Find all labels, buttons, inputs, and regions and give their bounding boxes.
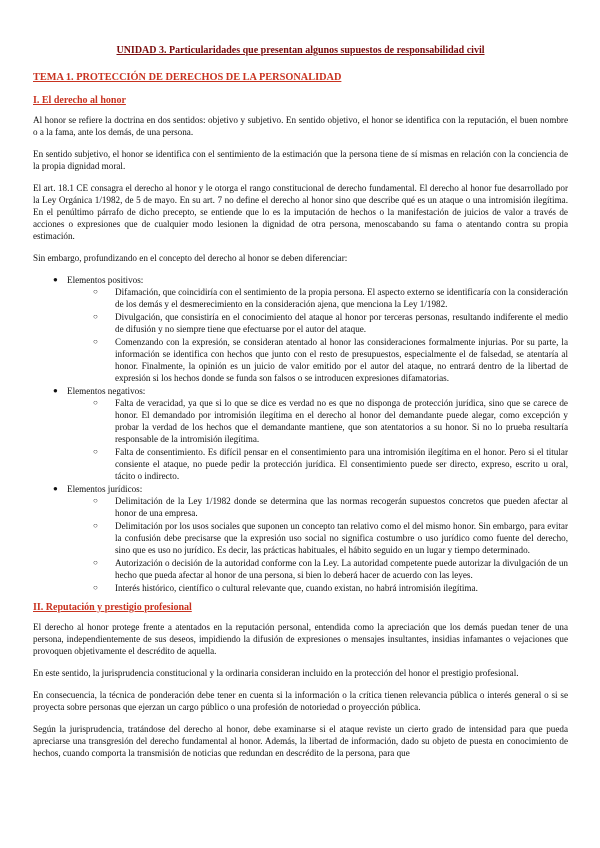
paragraph: En este sentido, la jurisprudencia constitucional y la ordinaria consideran incluido en la protección del honor el prestigio profesional. [33, 668, 519, 678]
list-item-positive [33, 274, 568, 384]
section-title-reputation: II. Reputación y prestigio profesional [33, 602, 192, 613]
list-item: ○ Divulgación, que consistiría en el conocimiento del ataque al honor por terceras personas, resultando indiferente el medio de difusión y no siempre tiene que efectuarse por el autor del ataque. [93, 312, 568, 334]
list-item: ○ Falta de consentimiento. Es difícil pensar en el consentimiento para una intromisión ilegítima en el honor. Pero si el titular consiente el ataque, no puede pedir la protección jurídica. El consentimiento puede ser directo, expreso, escrito u oral, tácito o indirecto. [93, 447, 568, 481]
paragraph: El derecho al honor protege frente a atentados en la reputación personal, entendida como la apreciación que los demás puedan tener de una persona, independientemente de sus deseos, impidiendo la difusión de expresiones o mensajes insultantes, insidias infamantes o vejaciones que provoquen objetivamente el descrédito de aquella. [33, 622, 568, 656]
circle-bullet-icon: ○ [93, 312, 98, 321]
sub-list [67, 286, 568, 384]
group-label: Elementos jurídicos: [67, 484, 143, 494]
group-label: Elementos positivos: [67, 275, 144, 285]
circle-bullet-icon: ○ [93, 398, 98, 407]
list-item-legal [33, 483, 568, 594]
theme-title: TEMA 1. PROTECCIÓN DE DERECHOS DE LA PERSONALIDAD [33, 72, 342, 83]
circle-bullet-icon: ○ [93, 447, 98, 456]
section-title-honor: I. El derecho al honor [33, 95, 126, 106]
circle-bullet-icon: ○ [93, 558, 98, 567]
bullet-icon: ● [53, 275, 58, 284]
list-item: ○ Difamación, que coincidiría con el sentimiento de la propia persona. El aspecto externo se identificaría con la consideración de los demás y el desmerecimiento en la consideración ajena, que menciona la Ley 1/1982. [93, 287, 568, 309]
paragraph: Según la jurisprudencia, tratándose del derecho al honor, debe examinarse si el ataque reviste un cierto grado de intensidad para que pueda apreciarse una transgresión del derecho fundamental al honor. Además, la libertad de información, dado su objeto de puesta en conocimiento de hechos, cuando comporta la transmisión de noticias que redundan en descrédito de la persona, para que [33, 724, 568, 758]
paragraph: En consecuencia, la técnica de ponderación debe tener en cuenta si la información o la crítica tienen relevancia pública o interés general o si se proyecta sobre personas que ejerzan un cargo público o una profesión de notoriedad o proyección pública. [33, 690, 568, 712]
paragraph: El art. 18.1 CE consagra el derecho al honor y le otorga el rango constitucional de derecho fundamental. El derecho al honor fue desarrollado por la Ley Orgánica 1/1982, de 5 de mayo. En su art. 7 no define el derecho al honor sino que describe qué es un ataque o una intromisión ilegítima. En el penúltimo párrafo de dicho precepto, se entiende que lo es la imputación de hechos o la manifestación de juicios de valor a través de acciones o expresiones que de cualquier modo lesionen la dignidad de otra persona, menoscabando su fama o atentando contra su propia estimación. [33, 183, 568, 241]
circle-bullet-icon: ○ [93, 583, 98, 592]
list-item: ○ Comenzando con la expresión, se consideran atentado al honor las consideraciones formalmente injurias. Por su parte, la información se identifica con hechos que junto con el resto de presupuestos, especialmente el de falsedad, se atentaría al honor. Finalmente, la opinión es un juicio de valor emitido por el autor del ataque, no entrará dentro de la libertad de expresión si los hechos donde se funda son falsos o se introducen expresiones difamatorias. [93, 337, 568, 383]
paragraph: En sentido subjetivo, el honor se identifica con el sentimiento de la estimación que la persona tiene de sí mismas en relación con la conciencia de la propia dignidad moral. [33, 149, 568, 171]
unit-title: UNIDAD 3. Particularidades que presentan algunos supuestos de responsabilidad civil [116, 45, 485, 56]
list-item: ○ Delimitación por los usos sociales que suponen un concepto tan relativo como el del mismo honor. Sin embargo, para evitar la confusión debe precisarse que la expresión uso social no significa costumbre o uso jurídico como fuente del derecho, sino que es uso no jurídico. Es decir, las prácticas habituales, el hábito seguido en un lugar y tiempo determinado. [93, 521, 568, 555]
circle-bullet-icon: ○ [93, 521, 98, 530]
list-item: ○ Falta de veracidad, ya que si lo que se dice es verdad no es que no disponga de protección jurídica, sino que se carece de honor. El demandado por intromisión ilegítima en el derecho al honor del demandante puede alegar, como excepción y probar la verdad de los hechos que el demandante mantiene, que son atentatorios a su honor. Si no lo prueba resultaría responsable de la intromisión ilegítima. [93, 398, 568, 444]
circle-bullet-icon: ○ [93, 337, 98, 346]
list-item-negative [33, 385, 568, 482]
elements-list [33, 274, 568, 594]
circle-bullet-icon: ○ [93, 496, 98, 505]
list-item: ○ Delimitación de la Ley 1/1982 donde se determina que las normas recogerán supuestos concretos que pueden afectar al honor de una empresa. [93, 496, 568, 518]
group-label: Elementos negativos: [67, 386, 146, 396]
list-item: ○ Interés histórico, científico o cultural relevante que, cuando existan, no habrá intromisión ilegítima. [93, 583, 478, 593]
bullet-icon: ● [53, 484, 58, 493]
list-item: ○ Autorización o decisión de la autoridad conforme con la Ley. La autoridad competente puede autorizar la divulgación de un hecho que pueda afectar al honor de una persona, si bien lo deberá hacer de acuerdo con las leyes. [93, 558, 568, 580]
bullet-icon: ● [53, 386, 58, 395]
sub-list [67, 397, 568, 482]
paragraph: Al honor se refiere la doctrina en dos sentidos: objetivo y subjetivo. En sentido objetivo, el honor se identifica con la reputación, el buen nombre o a la fama, ante los demás, de una persona. [33, 115, 568, 137]
circle-bullet-icon: ○ [93, 287, 98, 296]
paragraph: Sin embargo, profundizando en el concepto del derecho al honor se deben diferenciar: [33, 253, 348, 263]
sub-list [67, 495, 568, 594]
